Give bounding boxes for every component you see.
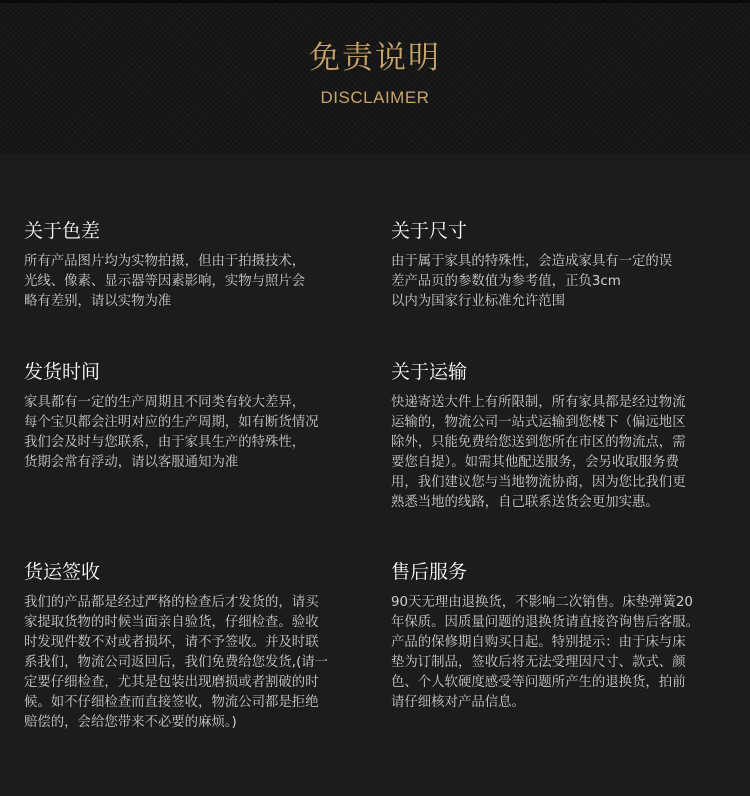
section-text-line: 货期会常有浮动，请以客服通知为准 (24, 455, 239, 470)
header-banner (0, 0, 750, 154)
section-text-line: 光线、像素、显示器等因素影响，实物与照片会 (24, 274, 306, 289)
section-color-difference (24, 218, 369, 312)
section-text-line: 产品的保修期自购买日起。特别提示：由于床与床 (391, 635, 686, 650)
section-transport (391, 359, 736, 513)
section-text-line: 运输的，物流公司一站式运输到您楼下（偏远地区 (391, 415, 686, 430)
section-text-line: 快递寄送大件上有所限制，所有家具都是经过物流 (391, 395, 686, 410)
section-text-line: 候。如不仔细检查而直接签收，物流公司都是拒绝 (24, 695, 319, 710)
section-text-line: 家提取货物的时候当面亲自验货，仔细检查。验收 (24, 615, 319, 630)
page-subtitle: DISCLAIMER (320, 88, 430, 107)
section-after-sales (391, 559, 736, 713)
section-text-line: 请仔细核对产品信息。 (391, 695, 525, 710)
section-text-line: 除外，只能免费给您送到您所在市区的物流点，需 (391, 435, 686, 450)
section-text-line: 系我们，物流公司返回后，我们免费给您发货,(请一 (24, 655, 329, 670)
section-text-line: 差产品页的参数值为参考值，正负3cm (391, 274, 621, 289)
section-text-line: 所有产品图片均为实物拍摄，但由于拍摄技术， (24, 254, 306, 269)
section-text-line: 每个宝贝都会注明对应的生产周期，如有断货情况 (24, 415, 319, 430)
section-text-line: 熟悉当地的线路，自己联系送货会更加实惠。 (391, 495, 659, 510)
section-text-line: 要您自提）。如需其他配送服务，会另收取服务费 (391, 455, 679, 470)
section-size (391, 218, 736, 312)
section-title: 关于尺寸 (391, 220, 468, 242)
page-title: 免责说明 (309, 40, 441, 76)
section-text-line: 赔偿的，会给您带来不必要的麻烦。) (24, 715, 237, 730)
section-text-line: 家具都有一定的生产周期且不同类有较大差异， (24, 395, 306, 410)
section-text-line: 垫为订制品，签收后将无法受理因尺寸、款式、颜 (391, 655, 686, 670)
section-text-line: 由于属于家具的特殊性，会造成家具有一定的误 (391, 254, 673, 269)
section-title: 关于色差 (24, 220, 101, 242)
section-delivery-signoff (24, 559, 369, 733)
section-title: 关于运输 (391, 361, 468, 383)
section-text-line: 我们会及时与您联系，由于家具生产的特殊性， (24, 435, 306, 450)
section-text-line: 年保质。因质量问题的退换货请直接咨询售后客服。 (391, 615, 699, 630)
section-text-line: 色、个人软硬度感受等问题所产生的退换货，拍前 (391, 675, 686, 690)
section-text-line: 定要仔细检查，尤其是包装出现磨损或者割破的时 (24, 675, 319, 690)
section-text-line: 我们的产品都是经过严格的检查后才发货的，请买 (24, 595, 319, 610)
section-text-line: 以内为国家行业标准允许范围 (391, 294, 566, 309)
section-text-line: 时发现件数不对或者损坏，请不予签收。并及时联 (24, 635, 319, 650)
section-text-line: 略有差别，请以实物为准 (24, 294, 172, 309)
section-title: 售后服务 (391, 561, 468, 583)
section-text-line: 用，我们建议您与当地物流协商，因为您比我们更 (391, 475, 686, 490)
section-title: 发货时间 (24, 361, 101, 383)
section-shipping-time (24, 359, 369, 473)
section-text-line: 90天无理由退换货，不影响二次销售。床垫弹簧20 (391, 595, 693, 610)
section-title: 货运签收 (24, 561, 101, 583)
